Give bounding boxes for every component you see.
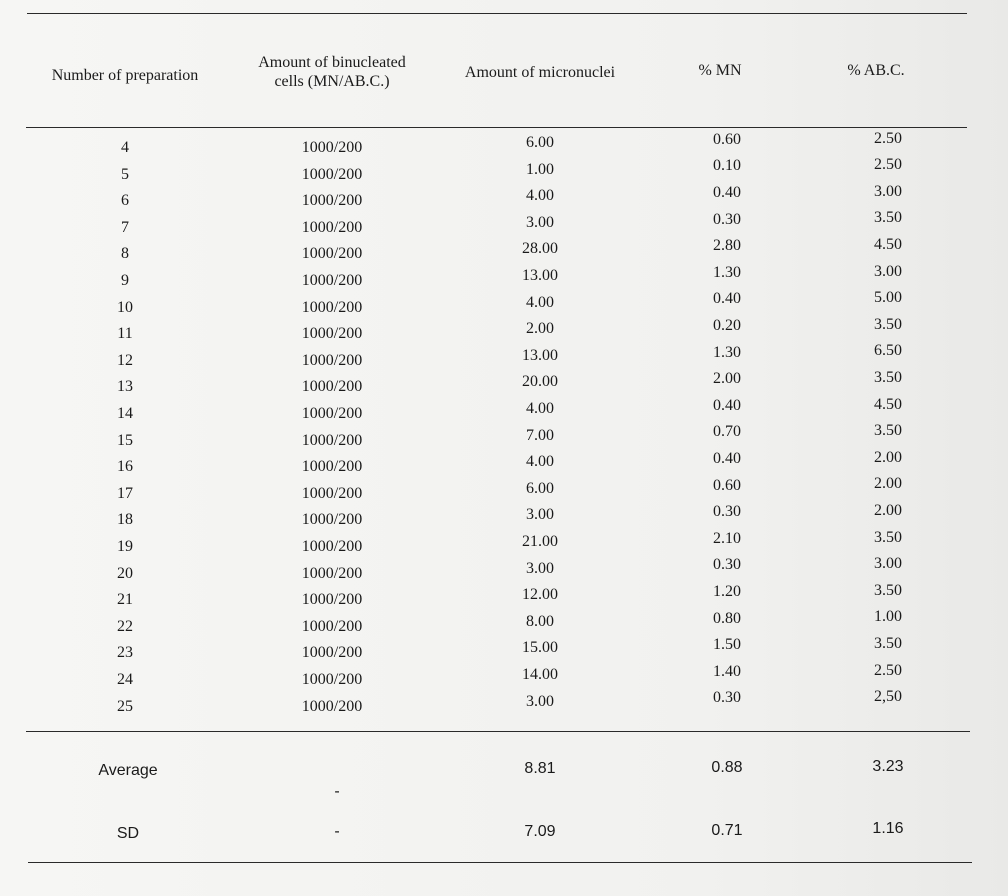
- cell-micronuclei: 4.00: [526, 293, 554, 311]
- cell-micronuclei: 8.00: [526, 612, 554, 630]
- cell-percent-mn: 0.30: [713, 556, 741, 574]
- cell-preparation-number: 13: [117, 378, 133, 396]
- header-number-of-preparation: Number of preparation: [51, 67, 199, 84]
- cell-preparation-number: 16: [117, 458, 133, 476]
- cell-preparation-number: 23: [117, 644, 133, 662]
- cell-percent-abc: 2.00: [874, 448, 902, 466]
- summary-sd-micronuclei: 7.09: [524, 823, 556, 840]
- cell-percent-abc: 4.50: [874, 236, 902, 253]
- cell-preparation-number: 25: [117, 697, 133, 715]
- summary-average-label: Average: [98, 762, 158, 779]
- cell-micronuclei: 6.00: [526, 479, 554, 497]
- cell-preparation-number: 24: [117, 671, 133, 688]
- cell-preparation-number: 9: [121, 272, 129, 289]
- cell-preparation-number: 22: [117, 617, 133, 635]
- cell-preparation-number: 17: [117, 484, 133, 502]
- cell-percent-mn: 0.20: [713, 317, 741, 334]
- cell-preparation-number: 18: [117, 511, 133, 529]
- table-body-rule: [26, 731, 970, 732]
- header-amount-of-micronuclei: Amount of micronuclei: [464, 64, 616, 81]
- summary-sd-percent-mn: 0.71: [711, 822, 743, 839]
- cell-percent-mn: 0.30: [713, 210, 741, 228]
- cell-binucleated-cells: 1000/200: [301, 697, 363, 715]
- cell-preparation-number: 5: [121, 165, 129, 183]
- cell-binucleated-cells: 1000/200: [301, 538, 363, 555]
- cell-micronuclei: 20.00: [522, 373, 558, 391]
- cell-micronuclei: 3.00: [526, 559, 554, 577]
- cell-binucleated-cells: 1000/200: [301, 458, 363, 476]
- cell-micronuclei: 12.00: [522, 586, 558, 604]
- cell-percent-mn: 1.20: [713, 583, 741, 600]
- cell-percent-abc: 2.00: [874, 502, 902, 519]
- table-bottom-rule: [28, 862, 972, 863]
- cell-binucleated-cells: 1000/200: [301, 139, 363, 156]
- cell-percent-mn: 0.70: [713, 423, 741, 441]
- cell-binucleated-cells: 1000/200: [301, 484, 363, 502]
- cell-binucleated-cells: 1000/200: [301, 405, 363, 422]
- summary-average-percent-abc: 3.23: [872, 758, 904, 775]
- cell-percent-mn: 0.30: [713, 503, 741, 521]
- cell-percent-abc: 5.00: [874, 289, 902, 307]
- cell-percent-mn: 0.60: [713, 130, 741, 148]
- cell-micronuclei: 4.00: [526, 453, 554, 471]
- cell-micronuclei: 3.00: [526, 213, 554, 231]
- header-col2-line2: cells (MN/AB.C.): [274, 73, 390, 90]
- cell-percent-mn: 1.30: [713, 343, 741, 361]
- cell-micronuclei: 7.00: [526, 426, 554, 444]
- cell-percent-abc: 3.50: [874, 528, 902, 546]
- cell-binucleated-cells: 1000/200: [301, 351, 363, 369]
- cell-percent-abc: 2,50: [874, 688, 902, 706]
- summary-sd-label: SD: [116, 825, 140, 842]
- cell-micronuclei: 6.00: [526, 134, 554, 151]
- cell-percent-mn: 1.30: [713, 263, 741, 281]
- cell-preparation-number: 12: [117, 351, 133, 369]
- summary-sd-percent-abc: 1.16: [872, 820, 904, 837]
- cell-preparation-number: 7: [121, 218, 129, 236]
- cell-percent-mn: 0.40: [713, 450, 741, 467]
- summary-average-micronuclei: 8.81: [524, 760, 556, 777]
- cell-micronuclei: 15.00: [522, 639, 558, 657]
- cell-binucleated-cells: 1000/200: [301, 165, 363, 183]
- cell-micronuclei: 1.00: [526, 160, 554, 178]
- cell-binucleated-cells: 1000/200: [301, 564, 363, 582]
- header-percent-mn: % MN: [698, 62, 742, 79]
- cell-micronuclei: 3.00: [526, 506, 554, 524]
- cell-preparation-number: 15: [117, 431, 133, 449]
- header-percent-abc: % AB.C.: [847, 62, 905, 79]
- cell-micronuclei: 28.00: [522, 240, 558, 258]
- cell-binucleated-cells: 1000/200: [301, 192, 363, 210]
- cell-percent-mn: 2.00: [713, 370, 741, 388]
- cell-percent-mn: 0.80: [713, 609, 741, 627]
- cell-percent-mn: 0.40: [713, 396, 741, 414]
- cell-preparation-number: 11: [117, 325, 133, 343]
- cell-percent-mn: 0.30: [713, 689, 741, 707]
- cell-percent-mn: 0.40: [713, 290, 741, 308]
- cell-preparation-number: 21: [117, 591, 133, 609]
- summary-sd-col2: -: [334, 823, 340, 840]
- summary-average-col2: -: [334, 783, 340, 800]
- cell-micronuclei: 13.00: [522, 267, 558, 284]
- cell-preparation-number: 19: [117, 538, 133, 555]
- cell-percent-abc: 2.50: [874, 156, 902, 174]
- cell-preparation-number: 8: [121, 245, 129, 263]
- cell-binucleated-cells: 1000/200: [301, 511, 363, 529]
- cell-percent-abc: 3.50: [874, 315, 902, 333]
- cell-preparation-number: 20: [117, 564, 133, 582]
- cell-binucleated-cells: 1000/200: [301, 671, 363, 688]
- cell-preparation-number: 14: [117, 405, 133, 422]
- cell-binucleated-cells: 1000/200: [301, 378, 363, 396]
- cell-percent-abc: 3.50: [874, 422, 902, 440]
- cell-percent-mn: 1.50: [713, 636, 741, 654]
- cell-binucleated-cells: 1000/200: [301, 617, 363, 635]
- cell-binucleated-cells: 1000/200: [301, 325, 363, 343]
- cell-binucleated-cells: 1000/200: [301, 218, 363, 236]
- cell-percent-abc: 3.50: [874, 209, 902, 227]
- cell-binucleated-cells: 1000/200: [301, 298, 363, 316]
- cell-percent-abc: 4.50: [874, 395, 902, 413]
- cell-percent-abc: 3.00: [874, 182, 902, 200]
- cell-binucleated-cells: 1000/200: [301, 272, 363, 289]
- cell-percent-abc: 1.00: [874, 608, 902, 626]
- cell-micronuclei: 4.00: [526, 187, 554, 205]
- cell-preparation-number: 10: [117, 298, 133, 316]
- cell-micronuclei: 4.00: [526, 400, 554, 417]
- cell-micronuclei: 2.00: [526, 320, 554, 338]
- cell-percent-mn: 2.80: [713, 237, 741, 255]
- cell-percent-abc: 2.50: [874, 129, 902, 147]
- cell-percent-mn: 0.10: [713, 157, 741, 175]
- cell-percent-mn: 1.40: [713, 662, 741, 680]
- cell-micronuclei: 21.00: [522, 533, 558, 550]
- summary-average-percent-mn: 0.88: [711, 759, 743, 776]
- cell-percent-abc: 3.50: [874, 581, 902, 599]
- cell-binucleated-cells: 1000/200: [301, 591, 363, 609]
- cell-percent-abc: 2.50: [874, 661, 902, 679]
- cell-percent-mn: 2.10: [713, 529, 741, 547]
- cell-percent-abc: 2.00: [874, 475, 902, 493]
- cell-binucleated-cells: 1000/200: [301, 431, 363, 449]
- cell-percent-mn: 0.60: [713, 476, 741, 494]
- cell-percent-mn: 0.40: [713, 184, 741, 201]
- cell-percent-abc: 3.50: [874, 635, 902, 652]
- cell-preparation-number: 6: [121, 192, 129, 210]
- header-col2-line1: Amount of binucleated: [258, 54, 406, 71]
- cell-percent-abc: 3.50: [874, 369, 902, 386]
- cell-percent-abc: 6.50: [874, 342, 902, 360]
- cell-preparation-number: 4: [121, 139, 129, 156]
- cell-micronuclei: 14.00: [522, 666, 558, 683]
- cell-binucleated-cells: 1000/200: [301, 644, 363, 662]
- cell-binucleated-cells: 1000/200: [301, 245, 363, 263]
- cell-micronuclei: 3.00: [526, 692, 554, 710]
- cell-percent-abc: 3.00: [874, 262, 902, 280]
- cell-percent-abc: 3.00: [874, 555, 902, 573]
- cell-micronuclei: 13.00: [522, 346, 558, 364]
